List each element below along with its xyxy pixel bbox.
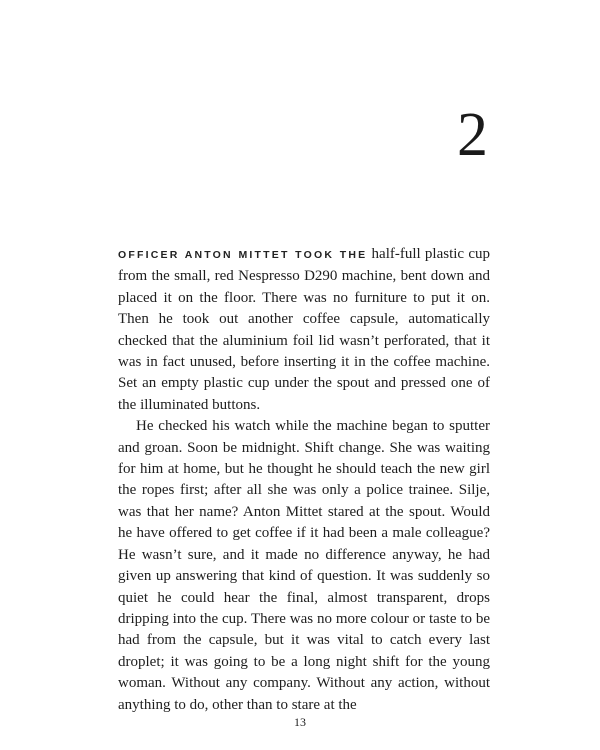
paragraph-2 [118, 416, 490, 716]
paragraph-1-text: half-full plastic cup from the small, red Nespresso D290 machine, bent down and placed it on the floor. There was no furniture to put it on. Then he took out another coffee capsule, automatically checked that the aluminium foil lid wasn’t perforated, that it was in fact unused, before inserting it in the coffee machine. Set an empty plastic cup under the spout and pressed one of the illuminated buttons. [118, 246, 490, 413]
chapter-body-text [118, 244, 490, 716]
paragraph-2-text: He checked his watch while the machine began to sputter and groan. Soon be midnight. Shift change. She was waiting for him at home, but he thought he should teach the new girl the ropes first; after all she was only a police trainee. Silje, was that her name? Anton Mittet stared at the spout. Would he have offered to get coffee if it had been a male colleague? He wasn’t sure, and it made no difference anyway, he had given up answering that kind of question. It was suddenly so quiet he could hear the final, almost transparent, drops dripping into the cup. There was no more colour or taste to be had from the capsule, but it was vital to catch every last droplet; it was going to be a long night shift for the young woman. Without any company. Without any action, without anything to do, other than to stare at the [118, 418, 490, 713]
paragraph-1-lead-in: OFFICER ANTON MITTET TOOK THE [118, 249, 368, 261]
chapter-number: 2 [457, 101, 488, 169]
page-number: 13 [294, 715, 306, 729]
paragraph-1 [118, 244, 490, 416]
